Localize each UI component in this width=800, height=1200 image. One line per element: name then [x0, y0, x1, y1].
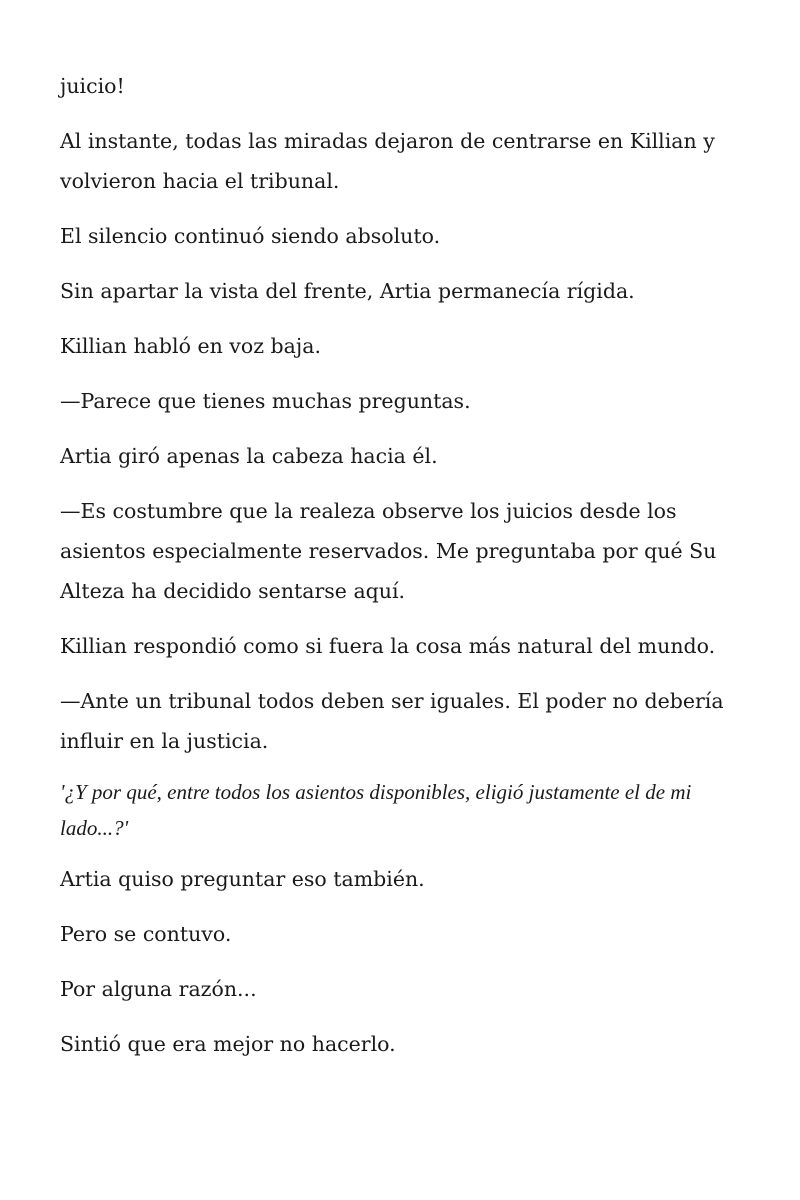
- paragraph-12: Artia quiso preguntar eso también.: [60, 867, 425, 891]
- paragraph-3: El silencio continuó siendo absoluto.: [60, 224, 441, 248]
- paragraph-1: juicio!: [60, 74, 125, 98]
- paragraph-15: Sintió que era mejor no hacerlo.: [60, 1032, 396, 1056]
- paragraph-2: Al instante, todas las miradas dejaron de centrarse en Killian y volvieron hacia el tribunal.: [60, 129, 715, 193]
- inner-thought-paragraph: '¿Y por qué, entre todos los asientos disponibles, eligió justamente el de mi lado...?': [60, 780, 692, 840]
- paragraph-9: Killian respondió como si fuera la cosa más natural del mundo.: [60, 634, 716, 658]
- paragraph-6: —Parece que tienes muchas preguntas.: [60, 389, 471, 413]
- paragraph-13: Pero se contuvo.: [60, 922, 232, 946]
- paragraph-10: —Ante un tribunal todos deben ser iguales. El poder no debería influir en la justicia.: [60, 689, 724, 753]
- paragraph-7: Artia giró apenas la cabeza hacia él.: [60, 444, 438, 468]
- document-body: [60, 66, 740, 1079]
- paragraph-8: —Es costumbre que la realeza observe los juicios desde los asientos especialmente reservados. Me preguntaba por qué Su Alteza ha decidido sentarse aquí.: [60, 499, 717, 603]
- paragraph-4: Sin apartar la vista del frente, Artia permanecía rígida.: [60, 279, 635, 303]
- paragraph-5: Killian habló en voz baja.: [60, 334, 321, 358]
- paragraph-14: Por alguna razón...: [60, 977, 257, 1001]
